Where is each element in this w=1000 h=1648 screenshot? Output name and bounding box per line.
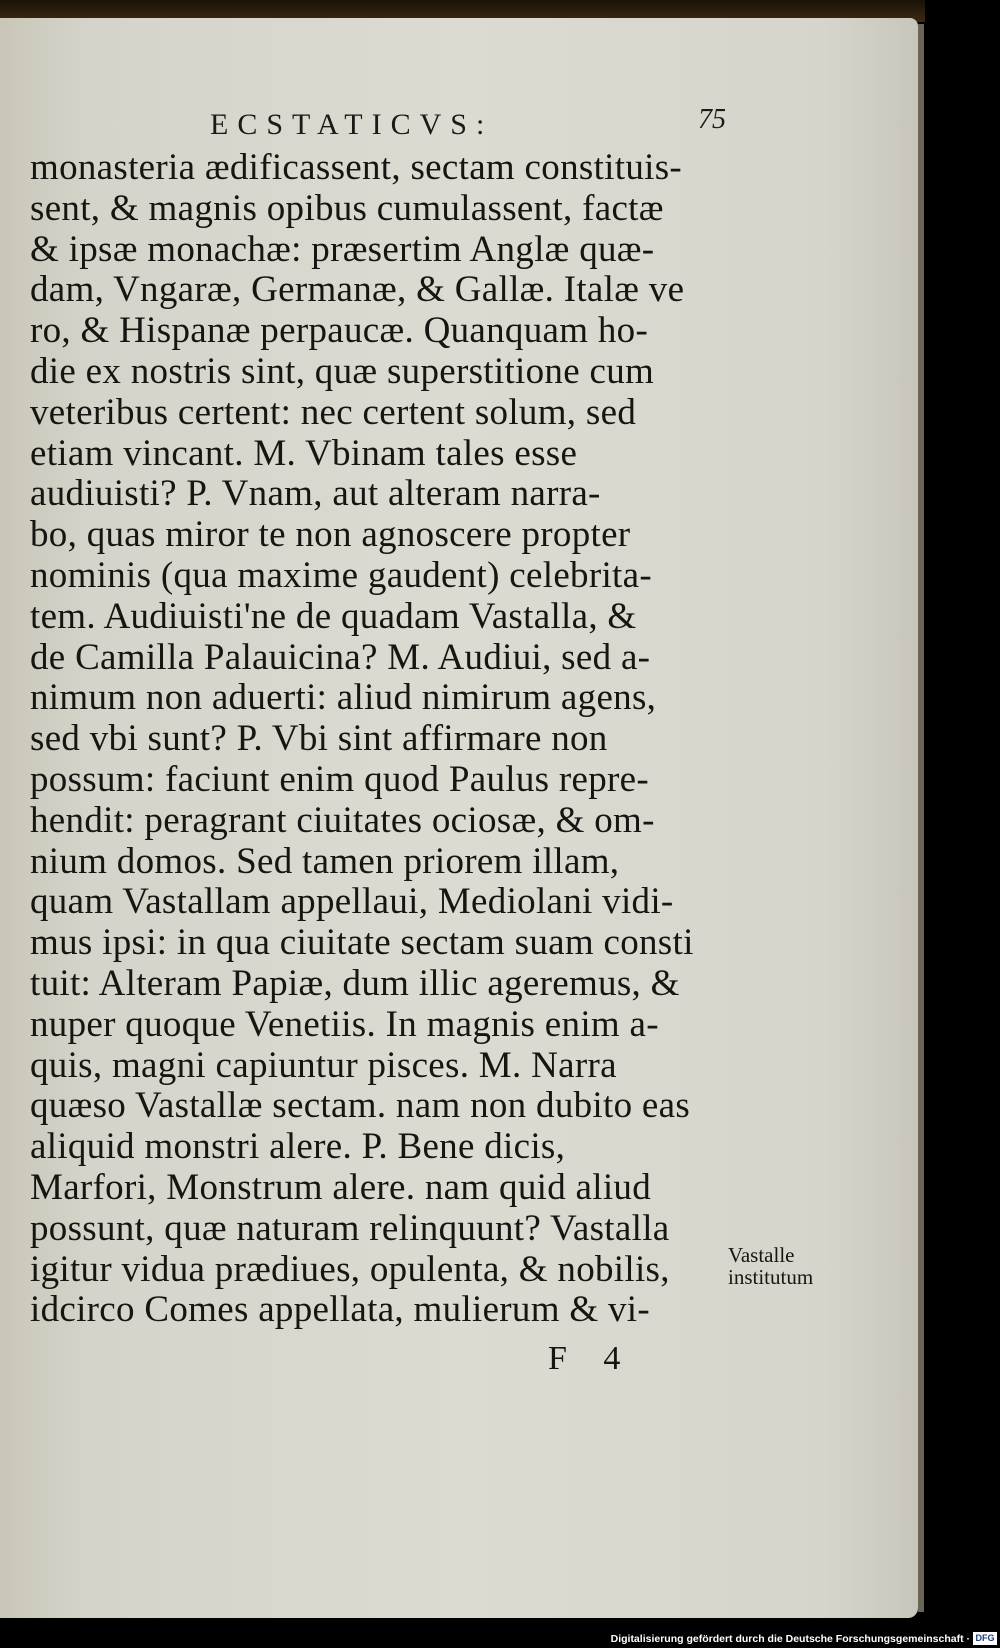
text-line: possunt, quæ naturam relinquunt? Vastalla [30,1207,670,1249]
text-line: sed vbi sunt? P. Vbi sint affirmare non [30,718,608,760]
text-line: nominis (qua maxime gaudent) celebrita- [30,554,652,596]
text-line: Marfori, Monstrum alere. nam quid aliud [30,1166,652,1208]
text-line: de Camilla Palauicina? M. Audiui, sed a- [30,636,651,678]
text-line: die ex nostris sint, quæ superstitione cum [30,350,655,392]
text-line: sent, & magnis opibus cumulassent, factæ [30,187,664,229]
text-line: tuit: Alteram Papiæ, dum illic ageremus, & [30,962,680,1004]
text-line: audiuisti? P. Vnam, aut alteram narra- [30,473,601,515]
text-line: quam Vastallam appellaui, Mediolani vidi- [30,881,674,923]
text-line: monasteria ædificassent, sectam constituis- [30,147,683,188]
text-line: quis, magni capiuntur pisces. M. Narra [30,1044,617,1086]
text-line: nimum non aduerti: aliud nimirum agens, [30,677,657,719]
text-line: veteribus certent: nec certent solum, sed [30,391,637,433]
text-line: & ipsæ monachæ: præsertim Anglæ quæ- [30,228,655,270]
marginal-note-line: Vastalle [728,1243,795,1267]
text-line: possum: faciunt enim quod Paulus repre- [30,758,650,800]
body-text [30,148,720,1331]
text-line: igitur vidua prædiues, opulenta, & nobilis, [30,1248,670,1290]
text-line: dam, Vngaræ, Germanæ, & Gallæ. Italæ ve [30,269,685,311]
text-line: nium domos. Sed tamen priorem illam, [30,840,620,882]
dfg-logo-icon: DFG [973,1632,997,1645]
text-line: tem. Audiuisti'ne de quadam Vastalla, & [30,595,637,637]
page-edge [918,24,924,1612]
text-line: bo, quas miror te non agnoscere propter [30,514,631,556]
text-line: ro, & Hispanæ perpaucæ. Quanquam ho- [30,310,649,352]
text-line: mus ipsi: in qua ciuitate sectam suam consti [30,922,694,964]
marginal-note-line: institutum [728,1265,814,1289]
signature-mark: F 4 [548,1340,635,1377]
text-line: nuper quoque Venetiis. In magnis enim a- [30,1003,659,1045]
marginal-note [728,1244,813,1288]
text-line: etiam vincant. M. Vbinam tales esse [30,432,578,474]
text-line: hendit: peragrant ciuitates ociosæ, & om- [30,799,655,841]
text-line: quæso Vastallæ sectam. nam non dubito eas [30,1085,691,1127]
text-line: aliquid monstri alere. P. Bene dicis, [30,1126,566,1168]
page-number: 75 [698,104,726,135]
text-line: idcirco Comes appellata, mulierum & vi- [30,1289,650,1331]
running-head: ECSTATICVS: [210,108,494,141]
digitization-credit: Digitalisierung gefördert durch die Deutsche Forschungsgemeinschaft · [610,1633,970,1645]
